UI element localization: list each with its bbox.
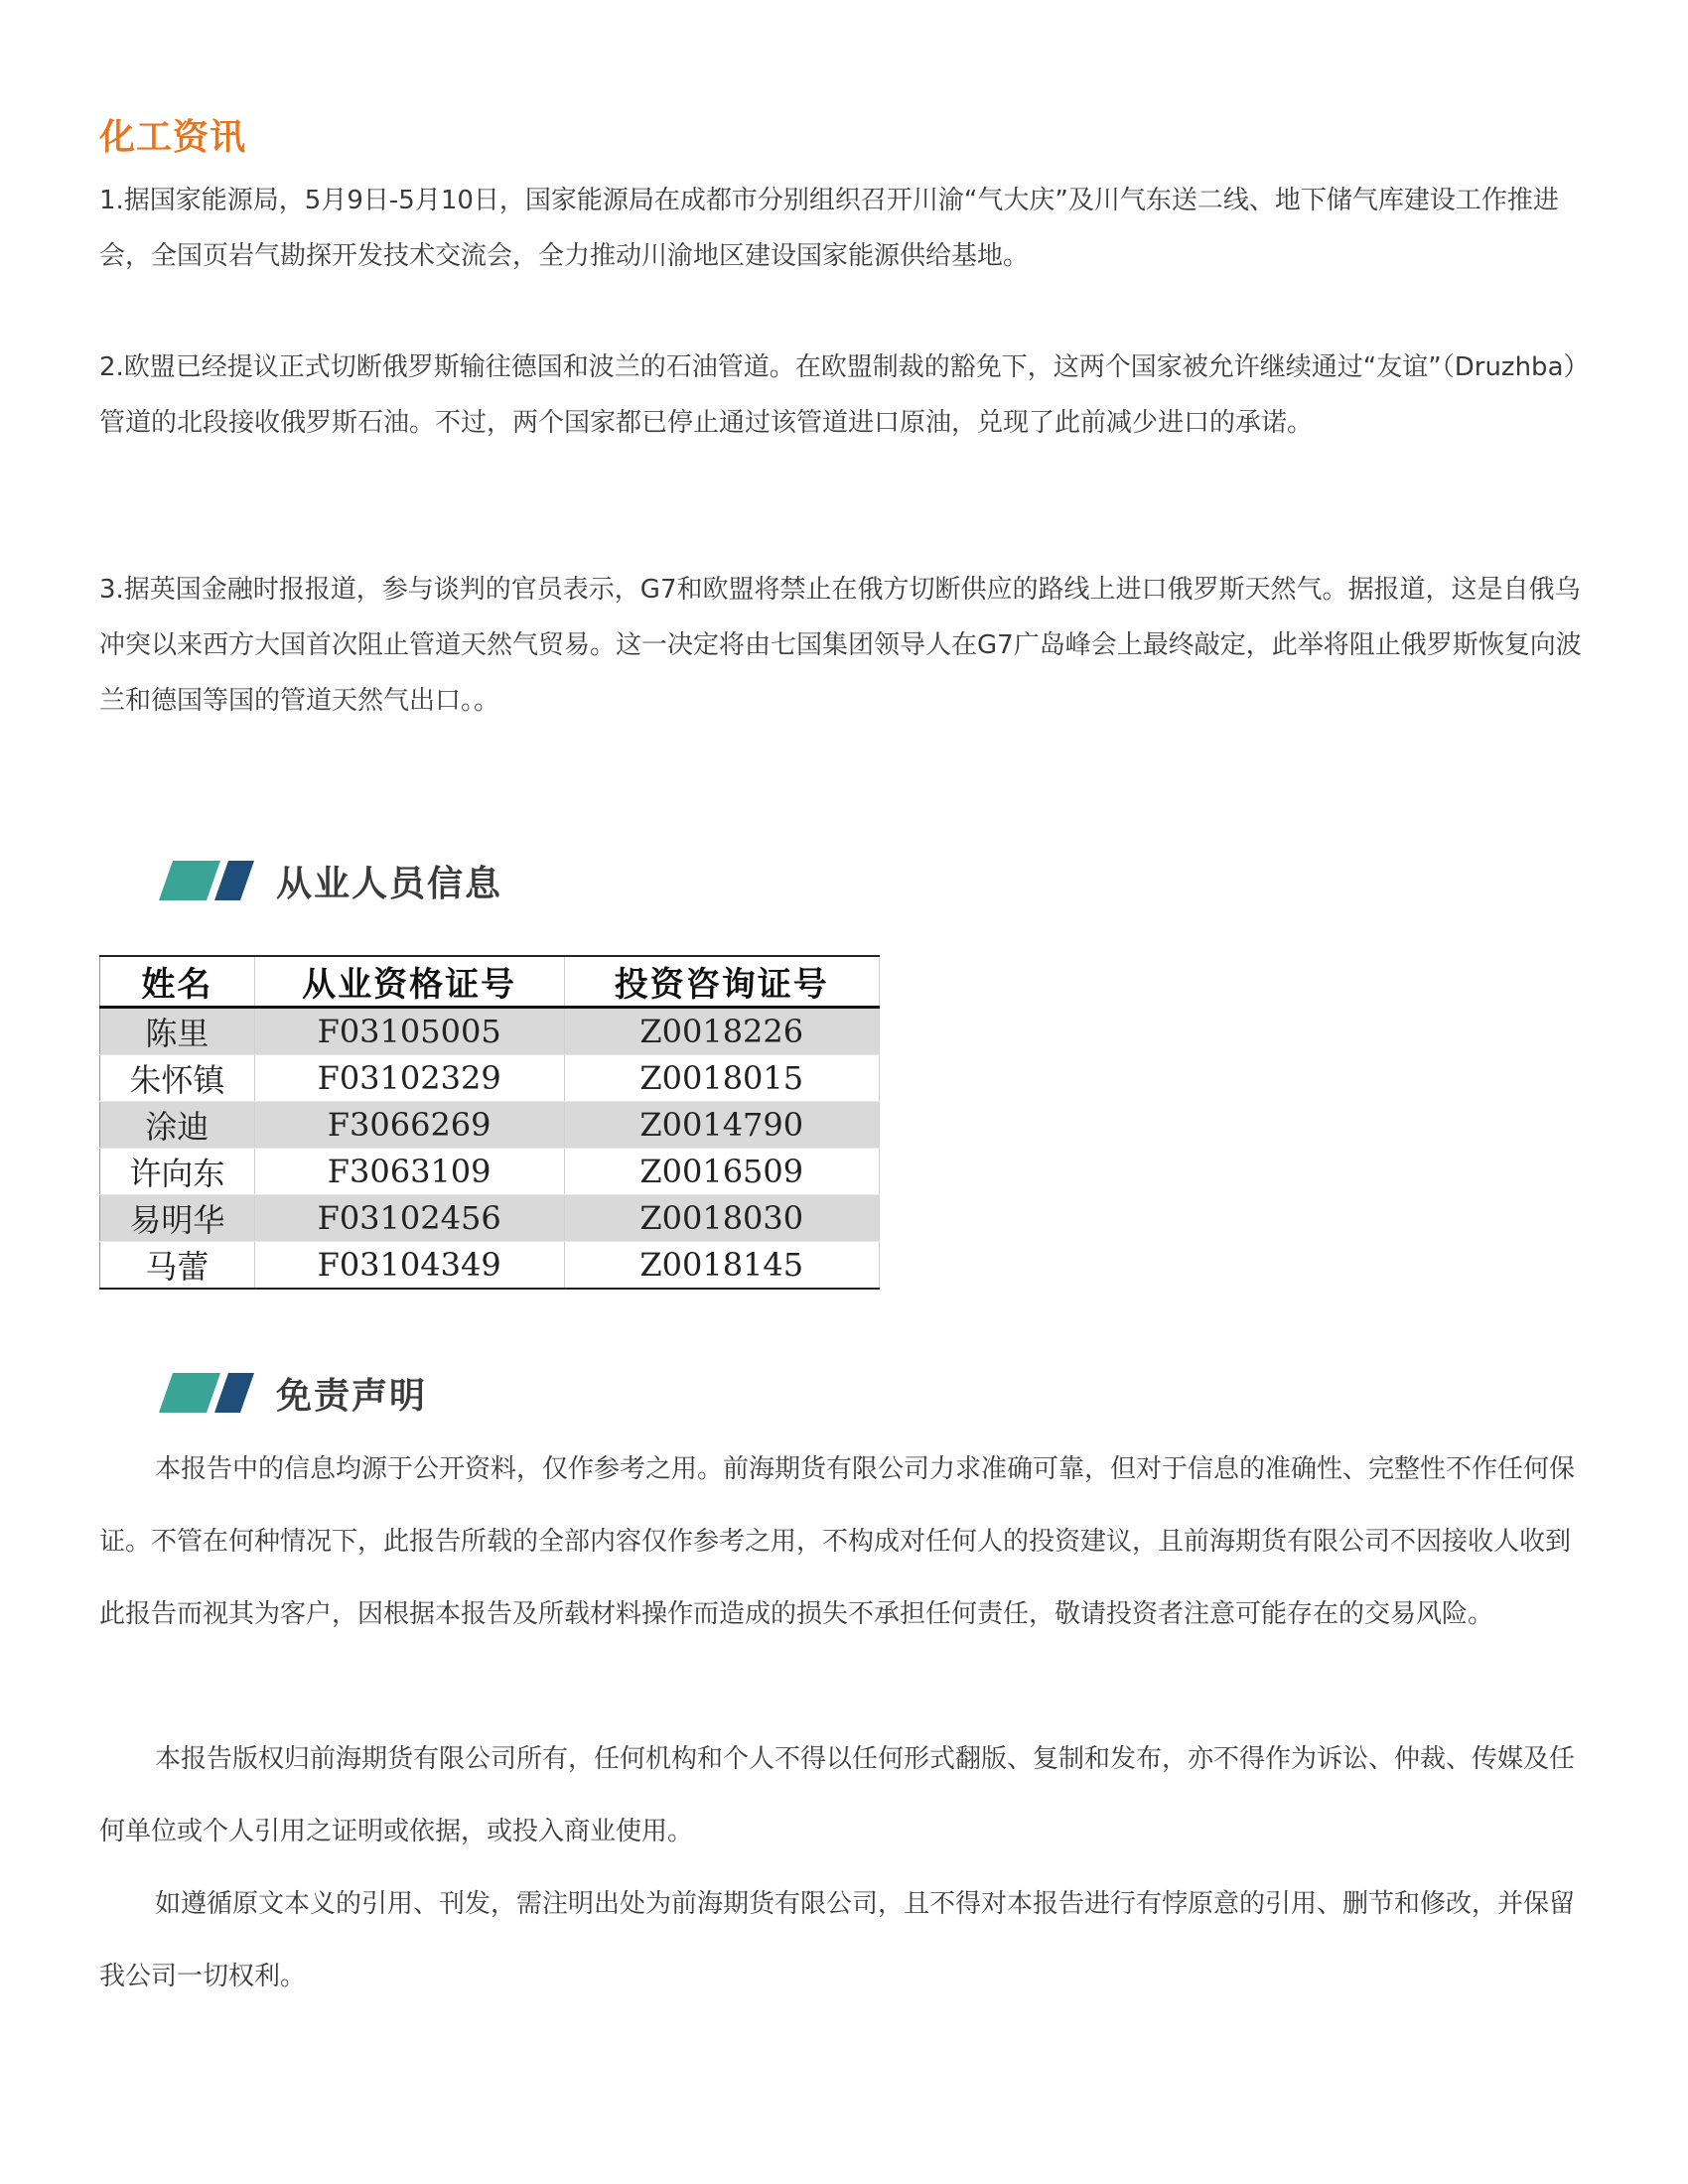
table-row — [100, 1195, 880, 1242]
staff-name-cell: 马蕾 — [100, 1242, 255, 1290]
table-row — [100, 1055, 880, 1102]
column-header-name: 姓名 — [100, 956, 255, 1008]
section-deco-icon — [159, 1373, 254, 1413]
disclaimer-section-title: 免责声明 — [276, 1375, 428, 1417]
staff-name-cell: 易明华 — [100, 1195, 255, 1242]
qualification-cell: F03105005 — [254, 1008, 564, 1055]
staff-table — [99, 955, 880, 1290]
qualification-cell: F03104349 — [254, 1242, 564, 1290]
qualification-cell: F03102456 — [254, 1195, 564, 1242]
investment-cell: Z0018226 — [564, 1008, 879, 1055]
investment-cell: Z0018145 — [564, 1242, 879, 1290]
disclaimer-paragraph: 如遵循原文本义的引用、刊发，需注明出处为前海期货有限公司，且不得对本报告进行有悖原意的引用、删节和修改，并保留我公司一切权利。 — [99, 1889, 1576, 1991]
table-header-row — [100, 956, 880, 1008]
staff-name-cell: 许向东 — [100, 1149, 255, 1195]
table-row — [100, 1149, 880, 1195]
investment-cell: Z0018030 — [564, 1195, 879, 1242]
investment-cell: Z0014790 — [564, 1102, 879, 1149]
qualification-cell: F3066269 — [254, 1102, 564, 1149]
table-row — [100, 1102, 880, 1149]
table-row — [100, 1242, 880, 1290]
table-row — [100, 1008, 880, 1055]
investment-cell: Z0018015 — [564, 1055, 879, 1102]
news-item: 2.欧盟已经提议正式切断俄罗斯输往德国和波兰的石油管道。在欧盟制裁的豁免下，这两个国家被允许继续通过“友谊”（Druzhba）管道的北段接收俄罗斯石油。不过，两个国家都已停止通过该管道进口原油，兑现了此前减少进口的承诺。 — [99, 352, 1577, 438]
staff-name-cell: 陈里 — [100, 1008, 255, 1055]
news-section-title: 化工资讯 — [99, 117, 247, 158]
staff-name-cell: 朱怀镇 — [100, 1055, 255, 1102]
section-deco-icon — [159, 861, 254, 900]
qualification-cell: F03102329 — [254, 1055, 564, 1102]
column-header-investment: 投资咨询证号 — [564, 956, 879, 1008]
staff-name-cell: 涂迪 — [100, 1102, 255, 1149]
qualification-cell: F3063109 — [254, 1149, 564, 1195]
staff-section-title: 从业人员信息 — [276, 863, 503, 904]
news-item: 1.据国家能源局，5月9日-5月10日，国家能源局在成都市分别组织召开川渝“气大庆”及川气东送二线、地下储气库建设工作推进会，全国页岩气勘探开发技术交流会，全力推动川渝地区建设国家能源供给基地。 — [99, 186, 1559, 271]
news-item: 3.据英国金融时报报道，参与谈判的官员表示，G7和欧盟将禁止在俄方切断供应的路线上进口俄罗斯天然气。据报道，这是自俄乌冲突以来西方大国首次阻止管道天然气贸易。这一决定将由七国集团领导人在G7广岛峰会上最终敲定，此举将阻止俄罗斯恢复向波兰和德国等国的管道天然气出口。。 — [99, 575, 1582, 716]
disclaimer-paragraph: 本报告版权归前海期货有限公司所有，任何机构和个人不得以任何形式翻版、复制和发布，亦不得作为诉讼、仲裁、传媒及任何单位或个人引用之证明或依据，或投入商业使用。 — [99, 1744, 1576, 1846]
disclaimer-paragraph: 本报告中的信息均源于公开资料，仅作参考之用。前海期货有限公司力求准确可靠，但对于信息的准确性、完整性不作任何保证。不管在何种情况下，此报告所载的全部内容仅作参考之用，不构成对任何人的投资建议，且前海期货有限公司不因接收人收到此报告而视其为客户，因根据本报告及所载材料操作而造成的损失不承担任何责任，敬请投资者注意可能存在的交易风险。 — [99, 1454, 1576, 1629]
investment-cell: Z0016509 — [564, 1149, 879, 1195]
column-header-qualification: 从业资格证号 — [254, 956, 564, 1008]
staff-section-header — [159, 856, 502, 905]
disclaimer-section-header — [159, 1368, 427, 1418]
